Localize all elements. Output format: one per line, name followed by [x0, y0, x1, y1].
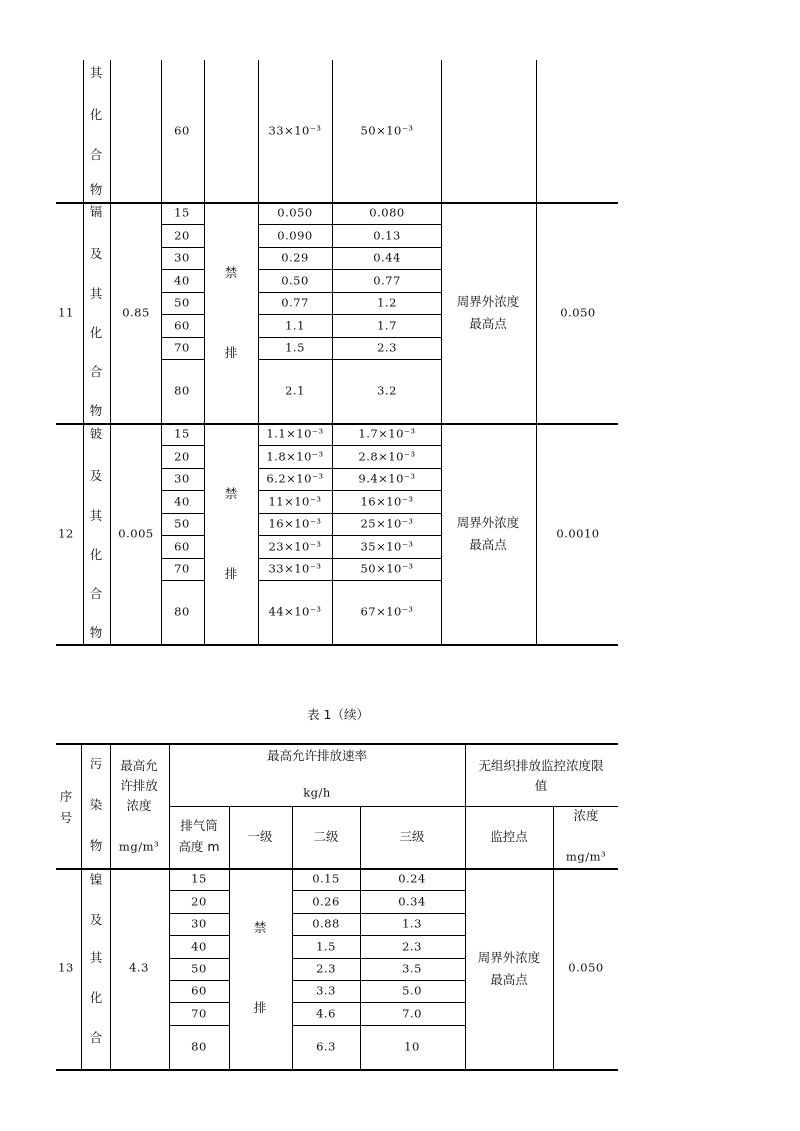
table-rule [161, 535, 204, 536]
max-concentration-cell: 0.85 [122, 304, 150, 319]
level3-rate-cell: 1.2 [377, 295, 397, 310]
level2-rate-cell: 6.2×10⁻³ [266, 471, 324, 486]
stack-height-cell: 20 [174, 448, 190, 463]
stack-height-cell: 15 [191, 871, 207, 886]
header-pollutant-char: 物 [89, 837, 103, 853]
column-rule [292, 806, 293, 1069]
level2-rate-cell: 6.3 [316, 1039, 336, 1054]
header-pollutant-char: 染 [89, 796, 103, 812]
pollutant-char: 及 [89, 911, 103, 927]
fugitive-limit-cell: 0.0010 [556, 525, 600, 540]
row-number: 11 [58, 304, 74, 319]
table-rule [258, 580, 441, 581]
stack-height-cell: 30 [174, 471, 190, 486]
table-rule [169, 1025, 229, 1026]
stack-height-cell: 40 [174, 272, 190, 287]
level1-banned-char: 禁 [253, 919, 267, 935]
level3-rate-cell: 10 [404, 1039, 420, 1054]
level1-banned-char: 排 [253, 999, 267, 1015]
level2-rate-cell: 2.1 [285, 383, 305, 398]
level2-rate-cell: 0.50 [281, 272, 309, 287]
table-rule [161, 359, 204, 360]
stack-height-cell: 20 [174, 227, 190, 242]
table-rule-thick [56, 743, 618, 745]
monitor-point-line: 最高点 [469, 315, 507, 331]
table-rule [258, 247, 441, 248]
pollutant-char: 合 [89, 585, 103, 601]
table-rule [258, 535, 441, 536]
pollutant-char: 其 [89, 64, 103, 80]
table-rule-thick [56, 423, 618, 425]
header-seq-char: 号 [59, 809, 73, 825]
monitor-point-line: 周界外浓度 [477, 949, 541, 965]
table-rule [292, 935, 465, 936]
pollutant-char: 化 [89, 989, 103, 1005]
table-rule [258, 292, 441, 293]
header-seq-char: 序 [59, 788, 73, 804]
level2-rate-cell: 0.090 [277, 227, 313, 242]
table-rule [161, 558, 204, 559]
table-rule [292, 890, 465, 891]
table-rule [292, 913, 465, 914]
table-rule [292, 1002, 465, 1003]
header-concentration-unit: mg/m³ [565, 849, 607, 864]
table-rule [258, 359, 441, 360]
table-rule-thick [56, 868, 618, 870]
table-rule [161, 247, 204, 248]
table-rule [161, 445, 204, 446]
row-number: 13 [58, 960, 74, 975]
column-rule [110, 60, 111, 644]
level3-rate-cell: 0.34 [398, 893, 426, 908]
table-rule [169, 806, 618, 807]
stack-height-cell: 50 [174, 516, 190, 531]
level2-rate-cell: 0.050 [277, 205, 313, 220]
monitor-point-line: 周界外浓度 [456, 293, 520, 309]
stack-height-cell: 20 [191, 893, 207, 908]
stack-height-cell: 50 [191, 961, 207, 976]
column-rule [258, 60, 259, 644]
level3-rate-cell: 0.13 [373, 227, 401, 242]
table-rule [292, 980, 465, 981]
level3-rate-cell: 0.77 [373, 272, 401, 287]
table-rule [161, 269, 204, 270]
stack-height-cell: 15 [174, 426, 190, 441]
table-rule [169, 980, 229, 981]
table-rule [169, 935, 229, 936]
table-rule [258, 558, 441, 559]
header-max-conc: 最高允 [120, 757, 158, 773]
header-pollutant-char: 污 [89, 755, 103, 771]
monitor-point-line: 最高点 [490, 971, 528, 987]
fugitive-limit-cell: 0.050 [568, 960, 604, 975]
stack-height-cell: 70 [174, 561, 190, 576]
stack-height-cell: 80 [174, 383, 190, 398]
level3-rate-cell: 0.44 [373, 250, 401, 265]
level3-rate-cell: 25×10⁻³ [360, 516, 414, 531]
max-concentration-cell: 4.3 [129, 960, 149, 975]
table-rule [258, 513, 441, 514]
table-rule [169, 1002, 229, 1003]
level3-rate-cell: 1.7 [377, 317, 397, 332]
header-fugitive-title: 无组织排放监控浓度限 [478, 757, 604, 773]
table-rule [161, 513, 204, 514]
column-rule [110, 743, 111, 1069]
level3-rate-cell: 67×10⁻³ [360, 604, 414, 619]
stack-height-cell: 60 [191, 983, 207, 998]
stack-height-cell: 60 [174, 123, 190, 138]
header-stack-height: 高度 m [178, 838, 220, 854]
table-rule [258, 468, 441, 469]
table-rule [161, 314, 204, 315]
pollutant-char: 铍 [89, 425, 103, 441]
level3-rate-cell: 16×10⁻³ [360, 493, 414, 508]
level2-rate-cell: 1.8×10⁻³ [266, 448, 324, 463]
level2-rate-cell: 0.77 [281, 295, 309, 310]
stack-height-cell: 60 [174, 538, 190, 553]
level2-rate-cell: 3.3 [316, 983, 336, 998]
pollutant-char: 其 [89, 949, 103, 965]
stack-height-cell: 40 [191, 938, 207, 953]
pollutant-char: 物 [89, 181, 103, 197]
level3-rate-cell: 1.7×10⁻³ [358, 426, 416, 441]
level2-rate-cell: 0.26 [312, 893, 340, 908]
header-fugitive-title: 值 [534, 777, 548, 793]
table-rule [169, 913, 229, 914]
header-max-conc: 许排放 [120, 777, 158, 793]
level2-rate-cell: 16×10⁻³ [268, 516, 322, 531]
level2-rate-cell: 4.6 [316, 1005, 336, 1020]
table-rule [161, 580, 204, 581]
header-rate-unit: kg/h [303, 785, 331, 800]
level3-rate-cell: 50×10⁻³ [360, 561, 414, 576]
pollutant-char: 及 [89, 467, 103, 483]
pollutant-char: 化 [89, 324, 103, 340]
column-rule [169, 743, 170, 1069]
level3-rate-cell: 9.4×10⁻³ [358, 471, 416, 486]
column-rule [360, 806, 361, 1069]
table-rule [258, 337, 441, 338]
pollutant-char: 镉 [89, 203, 103, 219]
pollutant-char: 物 [89, 402, 103, 418]
table-rule [161, 468, 204, 469]
pollutant-char: 其 [89, 285, 103, 301]
table-rule [161, 337, 204, 338]
level1-banned-char: 禁 [224, 264, 238, 280]
column-rule [81, 743, 82, 1069]
table-rule-thick [56, 644, 618, 646]
column-rule [229, 806, 230, 1069]
header-level1: 一级 [247, 828, 273, 844]
table-rule [258, 314, 441, 315]
table-caption: 表 1（续） [307, 706, 369, 722]
table-rule [169, 890, 229, 891]
level2-rate-cell: 23×10⁻³ [268, 538, 322, 553]
level1-banned-char: 排 [224, 344, 238, 360]
level2-rate-cell: 0.15 [312, 871, 340, 886]
level3-rate-cell: 0.080 [369, 205, 405, 220]
level2-rate-cell: 33×10⁻³ [268, 123, 322, 138]
level3-rate-cell: 7.0 [402, 1005, 422, 1020]
column-rule [161, 60, 162, 644]
pollutant-char: 合 [89, 363, 103, 379]
stack-height-cell: 60 [174, 317, 190, 332]
level3-rate-cell: 3.5 [402, 961, 422, 976]
table-rule [292, 1025, 465, 1026]
column-rule [332, 60, 333, 644]
column-rule [536, 60, 537, 644]
stack-height-cell: 50 [174, 295, 190, 310]
column-rule [465, 743, 466, 1069]
stack-height-cell: 15 [174, 205, 190, 220]
column-rule [553, 806, 554, 1069]
pollutant-char: 化 [89, 106, 103, 122]
column-rule [83, 60, 84, 644]
table-rule [258, 224, 441, 225]
level3-rate-cell: 1.3 [402, 916, 422, 931]
level3-rate-cell: 2.8×10⁻³ [358, 448, 416, 463]
level3-rate-cell: 50×10⁻³ [360, 123, 414, 138]
level3-rate-cell: 2.3 [402, 938, 422, 953]
level2-rate-cell: 0.88 [312, 916, 340, 931]
column-rule [441, 60, 442, 644]
level2-rate-cell: 1.1 [285, 317, 305, 332]
level2-rate-cell: 11×10⁻³ [268, 493, 322, 508]
pollutant-char: 合 [89, 146, 103, 162]
row-number: 12 [58, 525, 74, 540]
header-level2: 二级 [313, 828, 339, 844]
level3-rate-cell: 5.0 [402, 983, 422, 998]
header-max-conc-unit: mg/m³ [118, 839, 160, 854]
table-rule [258, 490, 441, 491]
pollutant-char: 化 [89, 546, 103, 562]
stack-height-cell: 80 [191, 1039, 207, 1054]
fugitive-limit-cell: 0.050 [560, 304, 596, 319]
header-rate-title: 最高允许排放速率 [266, 747, 368, 763]
table-rule [169, 958, 229, 959]
stack-height-cell: 70 [191, 1005, 207, 1020]
level3-rate-cell: 3.2 [377, 383, 397, 398]
header-max-conc: 浓度 [126, 797, 152, 813]
level1-banned-char: 禁 [224, 485, 238, 501]
stack-height-cell: 30 [174, 250, 190, 265]
level2-rate-cell: 1.1×10⁻³ [266, 426, 324, 441]
level3-rate-cell: 2.3 [377, 340, 397, 355]
header-stack-height: 排气筒 [180, 817, 218, 833]
level2-rate-cell: 44×10⁻³ [268, 604, 322, 619]
table-rule [258, 445, 441, 446]
table-rule-thick [56, 1069, 618, 1071]
level2-rate-cell: 1.5 [316, 938, 336, 953]
max-concentration-cell: 0.005 [118, 525, 154, 540]
level2-rate-cell: 2.3 [316, 961, 336, 976]
stack-height-cell: 70 [174, 340, 190, 355]
level1-banned-char: 排 [224, 565, 238, 581]
level3-rate-cell: 0.24 [398, 871, 426, 886]
table-rule-thick [56, 202, 618, 204]
monitor-point-line: 周界外浓度 [456, 514, 520, 530]
monitor-point-line: 最高点 [469, 536, 507, 552]
pollutant-char: 合 [89, 1029, 103, 1045]
table-rule [161, 490, 204, 491]
header-monitor-point: 监控点 [490, 828, 528, 844]
header-concentration: 浓度 [573, 807, 599, 823]
pollutant-char: 物 [89, 624, 103, 640]
stack-height-cell: 30 [191, 916, 207, 931]
level3-rate-cell: 35×10⁻³ [360, 538, 414, 553]
pollutant-char: 其 [89, 507, 103, 523]
stack-height-cell: 80 [174, 604, 190, 619]
pollutant-char: 镍 [89, 871, 103, 887]
pollutant-char: 及 [89, 245, 103, 261]
table-rule [292, 958, 465, 959]
table-rule [161, 292, 204, 293]
header-level3: 三级 [399, 828, 425, 844]
table-rule [161, 224, 204, 225]
stack-height-cell: 40 [174, 493, 190, 508]
level2-rate-cell: 1.5 [285, 340, 305, 355]
level2-rate-cell: 0.29 [281, 250, 309, 265]
column-rule [204, 60, 205, 644]
table-rule [258, 269, 441, 270]
level2-rate-cell: 33×10⁻³ [268, 561, 322, 576]
